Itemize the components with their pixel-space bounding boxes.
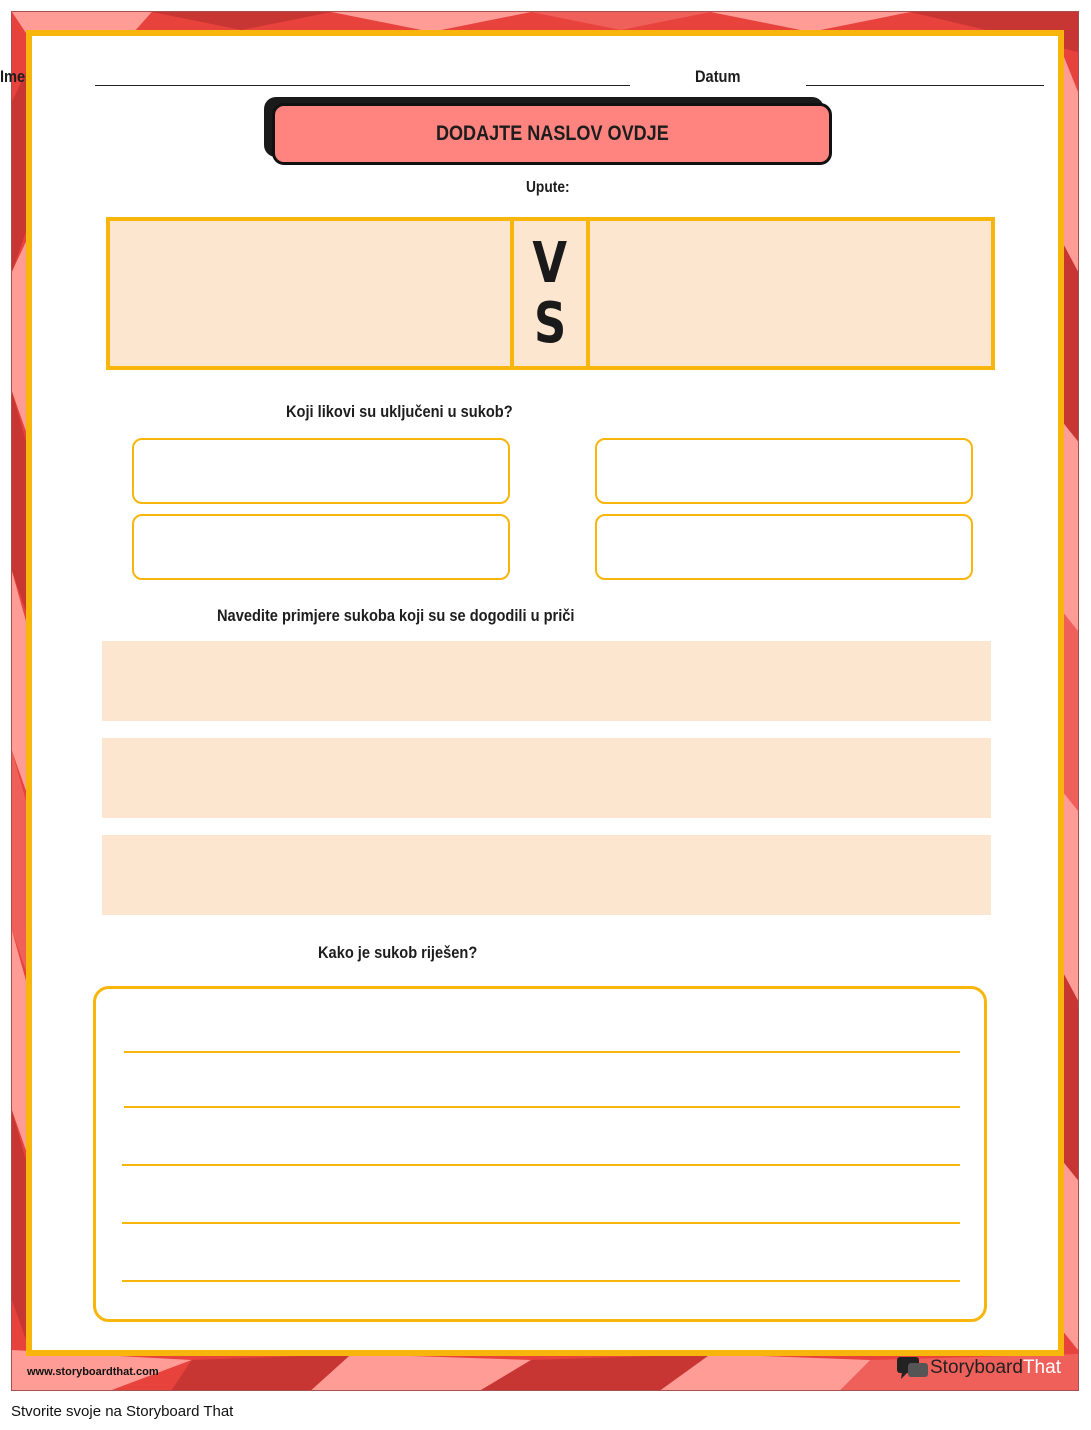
resolution-box[interactable]: [93, 986, 987, 1322]
character-box-2[interactable]: [595, 438, 973, 504]
characters-question: Koji likovi su uključeni u sukob?: [286, 402, 513, 421]
examples-question: Navedite primjere sukoba koji su se dogodili u priči: [217, 606, 575, 625]
worksheet-title: DODAJTE NASLOV OVDJE: [435, 122, 669, 145]
storyboardthat-logo[interactable]: [896, 1354, 1061, 1382]
character-box-1[interactable]: [132, 438, 510, 504]
writing-line: [122, 1280, 960, 1282]
writing-line: [124, 1051, 960, 1053]
logo-text-that: That: [1022, 1357, 1061, 1378]
example-band-2[interactable]: [102, 738, 991, 818]
date-label: Datum: [695, 67, 741, 86]
writing-line: [122, 1164, 960, 1166]
vs-letter-v: V: [532, 230, 568, 296]
instructions-label: Upute:: [526, 179, 570, 196]
vs-left-cell[interactable]: [110, 221, 510, 366]
writing-line: [124, 1106, 960, 1108]
create-your-own-caption[interactable]: Stvorite svoje na Storyboard That: [11, 1403, 234, 1420]
character-box-3[interactable]: [132, 514, 510, 580]
writing-line: [122, 1222, 960, 1224]
date-line[interactable]: [806, 85, 1044, 86]
vs-panel: [106, 217, 995, 370]
footer-url[interactable]: www.storyboardthat.com: [27, 1366, 159, 1378]
character-box-4[interactable]: [595, 514, 973, 580]
vs-right-cell[interactable]: [590, 221, 991, 366]
name-line[interactable]: [95, 85, 630, 86]
vs-center-cell: [510, 221, 590, 366]
example-band-1[interactable]: [102, 641, 991, 721]
title-banner: [264, 97, 834, 169]
speech-bubble-icon: [896, 1356, 930, 1380]
example-band-3[interactable]: [102, 835, 991, 915]
logo-text-storyboard: Storyboard: [930, 1357, 1023, 1378]
name-label: Ime: [0, 67, 26, 86]
title-box[interactable]: [272, 103, 832, 165]
vs-letter-s: S: [533, 290, 567, 356]
resolution-question: Kako je sukob riješen?: [318, 943, 478, 962]
